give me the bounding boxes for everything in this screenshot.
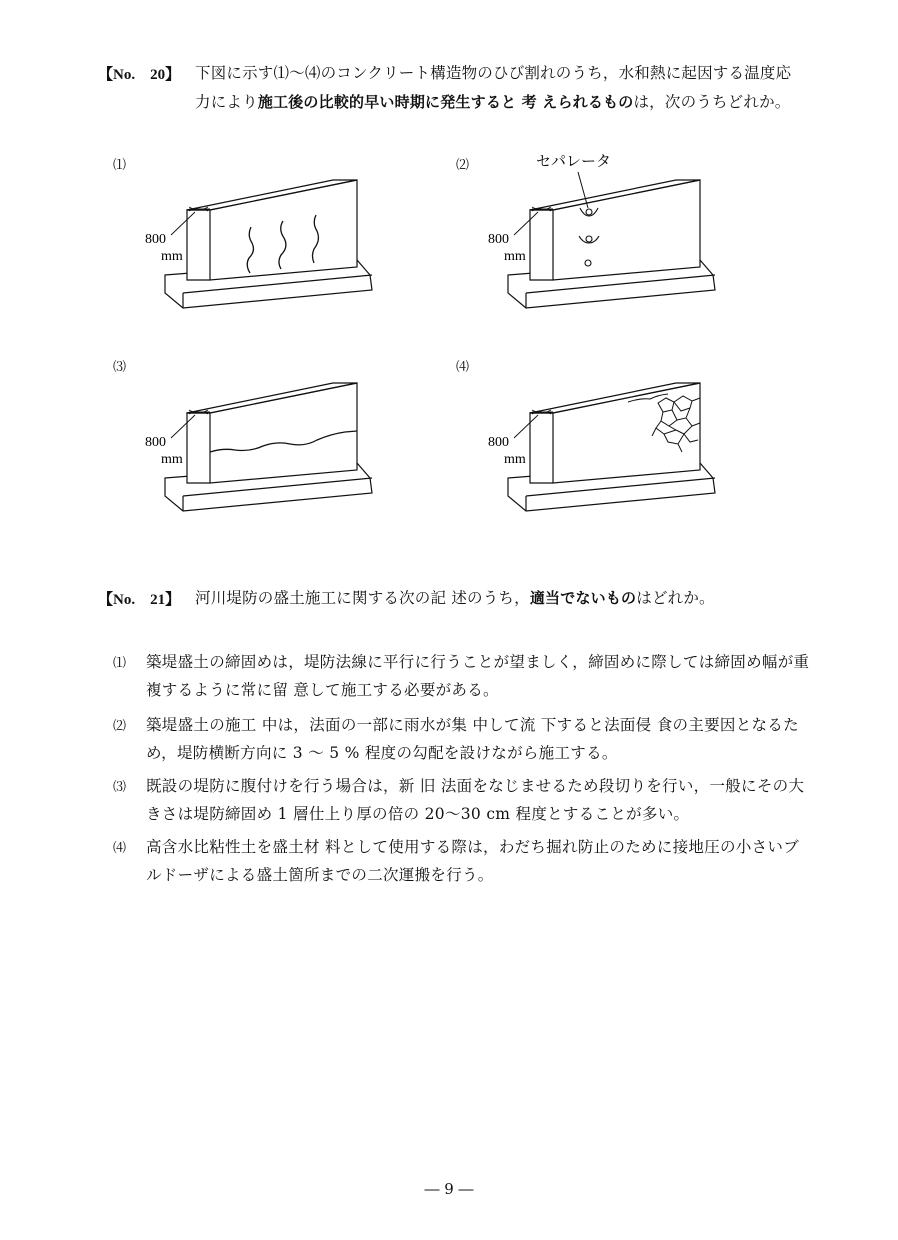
dimension-unit: mm (504, 452, 526, 467)
figure-4-wall-map-cracks (478, 368, 738, 528)
question-21-number: 【No. 21】 (98, 592, 181, 608)
dimension-unit: mm (161, 452, 183, 467)
option-3-line1: 既設の堤防に腹付けを行う場合は，新 旧 法面をなじませるため段切りを行い，一般にその大 (146, 777, 805, 795)
option-3-number: ⑶ (113, 780, 127, 795)
figure-2-label: ⑵ (456, 158, 470, 173)
option-1-number: ⑴ (113, 656, 127, 671)
option-4-number: ⑷ (113, 841, 127, 856)
option-1-line2: 複するように常に留 意して施工する必要がある。 (146, 681, 499, 699)
question-20-stem-line1: 下図に示す⑴〜⑷のコンクリート構造物のひび割れのうち，水和熱に起因する温度応 (195, 64, 792, 82)
dimension-value: 800 (145, 232, 166, 247)
dimension-unit: mm (161, 249, 183, 264)
dimension-value: 800 (488, 435, 509, 450)
question-20-number: 【No. 20】 (98, 67, 181, 83)
option-2-number: ⑵ (113, 719, 127, 734)
option-1-line1: 築堤盛土の締固めは，堤防法線に平行に行うことが望ましく，締固めに際しては締固め幅が重 (146, 653, 810, 671)
question-20-stem-line2: 力により施工後の比較的早い時期に発生すると 考 えられるものは，次のうちどれか。 (195, 93, 791, 111)
page-number: ― 9 ― (424, 1180, 474, 1198)
figure-1-label: ⑴ (113, 158, 127, 173)
question-21-emphasis: 適当でないもの (529, 589, 637, 607)
dimension-value: 800 (488, 232, 509, 247)
option-4-line1: 高含水比粘性土を盛土材 料として使用する際は，わだち掘れ防止のために接地圧の小さいブ (146, 838, 800, 856)
separator-callout: セパレータ (536, 154, 612, 170)
question-21-stem: 河川堤防の盛土施工に関する次の記 述のうち，適当でないものはどれか。 (195, 589, 715, 607)
option-2-line2: め，堤防横断方向に 3 〜 5 % 程度の勾配を設けながら施工する。 (146, 744, 618, 762)
option-4-line2: ルドーザによる盛土箇所までの二次運搬を行う。 (146, 866, 494, 884)
figure-1-wall-vertical-cracks (135, 165, 395, 325)
figure-3-wall-horizontal-crack (135, 368, 395, 528)
dimension-unit: mm (504, 249, 526, 264)
option-2-line1: 築堤盛土の施工 中は，法面の一部に雨水が集 中して流 下すると法面侵 食の主要因となるた (146, 716, 799, 734)
option-3-line2: きさは堤防締固め 1 層仕上り厚の倍の 20〜30 cm 程度とすることが多い。 (146, 805, 690, 823)
dimension-value: 800 (145, 435, 166, 450)
question-20-emphasis: 施工後の比較的早い時期に発生すると 考 えられるもの (257, 93, 634, 111)
figure-2-wall-separator (478, 150, 738, 325)
figure-4-label: ⑷ (456, 360, 470, 375)
figure-3-label: ⑶ (113, 360, 127, 375)
